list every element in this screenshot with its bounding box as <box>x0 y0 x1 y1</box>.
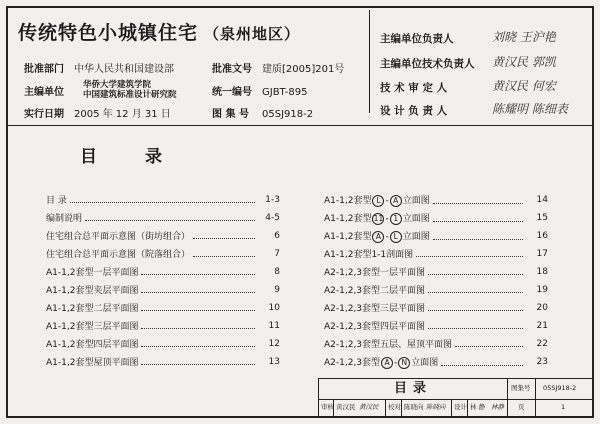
toc-entry[interactable]: A2-1,2,3套型二层平面图 19 <box>324 284 548 296</box>
leader-dots <box>141 346 255 347</box>
review-name: 黄汉民 <box>336 403 356 411</box>
responsible-tech-reviewer: 技 术 审 定 人 <box>380 82 448 94</box>
toc-entry[interactable]: A1-1,2套型 A - L 立面图 16 <box>324 231 548 242</box>
axis-marker: A <box>390 195 402 207</box>
leader-dots <box>141 328 255 329</box>
toc-entry[interactable]: A1-1,2套型 11 - 1 立面图 15 <box>324 213 548 224</box>
title-block-divider <box>401 399 402 417</box>
leader-dots <box>428 292 523 293</box>
toc-entry[interactable]: A1-1,2套型二层平面图 10 <box>46 302 280 314</box>
toc-entry[interactable]: 住宅组合总平面示意图（街坊组合） 6 <box>46 230 280 242</box>
toc-entry[interactable]: A1-1,2套型三层平面图 11 <box>46 320 280 332</box>
title-block-divider <box>467 399 468 417</box>
toc-entry[interactable]: 编制说明 4-5 <box>46 212 280 224</box>
title-block-divider <box>507 399 593 400</box>
leader-dots <box>428 274 523 275</box>
leader-dots <box>428 328 523 329</box>
leader-dots <box>141 274 255 275</box>
leader-dots <box>141 292 255 293</box>
toc-entry[interactable]: A1-1,2套型四层平面图 12 <box>46 338 280 350</box>
axis-marker: A <box>372 231 384 243</box>
title-block-divider <box>451 399 452 417</box>
leader-dots <box>416 256 523 257</box>
toc-entry[interactable]: A1-1,2套型1-1剖面图 17 <box>324 248 548 260</box>
design-label: 设计 <box>454 403 467 411</box>
design-name: 林 静 <box>470 403 486 411</box>
leader-dots <box>441 365 523 366</box>
responsible-chief-editor: 主编单位负责人 <box>380 33 454 45</box>
leader-dots <box>141 364 255 365</box>
leader-dots <box>193 256 255 257</box>
page-label: 页 <box>518 403 525 411</box>
editor-unit-label: 主编单位 <box>24 87 64 98</box>
axis-marker: L <box>390 231 402 243</box>
page-title <box>18 18 300 45</box>
title-block-divider <box>535 399 536 417</box>
toc-heading: 目录 <box>80 147 210 167</box>
leader-dots <box>455 346 523 347</box>
title-block-divider <box>385 399 386 417</box>
leader-dots <box>428 310 523 311</box>
signature-tech-lead: 黄汉民 郭凯 <box>492 55 556 69</box>
toc-entry[interactable]: A2-1,2,3套型五层、屋顶平面图 22 <box>324 338 548 350</box>
signature-chief-editor: 刘晓 王沪艳 <box>492 30 556 44</box>
check-label: 校对 <box>388 403 401 411</box>
toc-entry[interactable]: A1-1,2套型 L - A 立面图 14 <box>324 195 548 206</box>
title-region: （泉州地区） <box>204 25 301 43</box>
toc-entry[interactable]: 住宅组合总平面示意图（院落组合） 7 <box>46 248 280 260</box>
title-block-divider <box>333 399 334 417</box>
approve-dept: 批准部门 中华人民共和国建设部 <box>24 64 174 75</box>
axis-marker: N <box>398 357 410 369</box>
toc-entry[interactable]: A2-1,2,3套型 A - N 立面图 23 <box>324 357 548 368</box>
toc-entry[interactable]: A2-1,2,3套型四层平面图 21 <box>324 320 548 332</box>
axis-marker: 1 <box>390 213 402 225</box>
unified-number: 统一编号 GJBT-895 <box>212 87 308 98</box>
leader-dots <box>85 220 255 221</box>
leader-dots <box>70 202 255 203</box>
page-number: 1 <box>561 403 566 411</box>
atlas-value: 05SJ918-2 <box>543 384 577 392</box>
leader-dots <box>193 238 255 239</box>
axis-marker: L <box>372 195 384 207</box>
toc-entry[interactable]: A1-1,2套型一层平面图 8 <box>46 266 280 278</box>
toc-entry[interactable]: A1-1,2套型夹层平面图 9 <box>46 284 280 296</box>
header-bottom-rule <box>6 125 592 126</box>
approve-doc: 批准文号 建质[2005]201号 <box>212 64 345 75</box>
header-divider <box>369 10 370 113</box>
axis-marker: A <box>381 357 393 369</box>
title-block <box>318 378 592 416</box>
leader-dots <box>433 203 523 204</box>
toc-entry[interactable]: A2-1,2,3套型一层平面图 18 <box>324 266 548 278</box>
leader-dots <box>433 221 523 222</box>
axis-marker: 11 <box>373 214 384 223</box>
atlas-label: 图集号 <box>511 384 531 392</box>
title-main: 传统特色小城镇住宅 <box>18 22 199 44</box>
toc-entry[interactable]: A2-1,2,3套型三层平面图 20 <box>324 302 548 314</box>
title-block-name: 目录 <box>319 379 508 400</box>
check-signature: 陈晓向 <box>426 403 446 411</box>
atlas-number: 图 集 号 05SJ918-2 <box>212 109 314 120</box>
signature-design-lead: 陈耀明 陈细表 <box>492 102 568 116</box>
toc-entry[interactable]: 目 录 1-3 <box>46 194 280 206</box>
toc-entry[interactable]: A1-1,2套型屋顶平面图 13 <box>46 356 280 368</box>
review-signature: 黄汉民 <box>359 403 379 411</box>
editor-unit-values: 华侨大学建筑学院 中国建筑标准设计研究院 <box>83 80 177 100</box>
title-block-divider <box>507 379 508 417</box>
design-signature: 林静 <box>491 403 504 411</box>
effective-date: 实行日期 2005 年 12 月 31 日 <box>24 109 171 120</box>
signature-tech-reviewer: 黄汉民 何宏 <box>492 79 556 93</box>
leader-dots <box>433 239 523 240</box>
responsible-tech-lead: 主编单位技术负责人 <box>380 58 475 70</box>
leader-dots <box>141 310 255 311</box>
review-label: 审核 <box>321 403 334 411</box>
responsible-design-lead: 设 计 负 责 人 <box>380 105 448 117</box>
check-name: 陈晓向 <box>404 403 424 411</box>
title-block-divider <box>535 379 536 399</box>
